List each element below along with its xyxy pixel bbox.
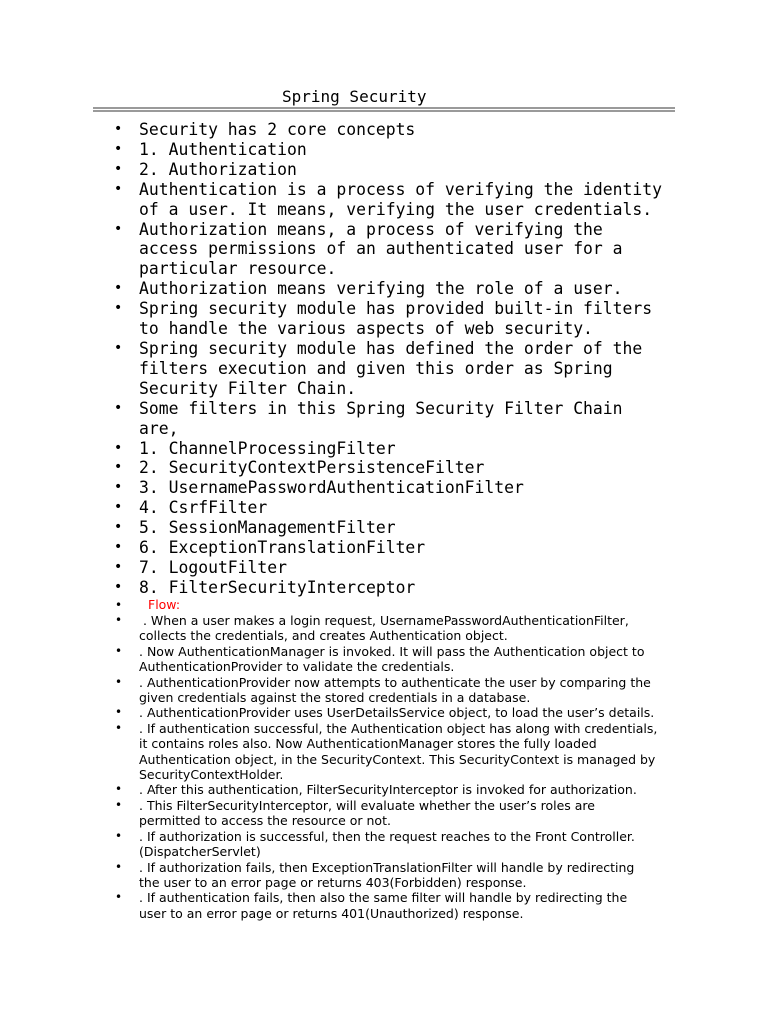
- flow-list: [0, 597, 688, 921]
- core-list-item: [0, 578, 679, 598]
- core-list-item-text: 2. SecurityContextPersistenceFilter: [139, 458, 485, 478]
- core-list-item: [0, 478, 679, 498]
- flow-step: [0, 798, 679, 829]
- flow-step: [0, 860, 679, 891]
- core-list-item: [0, 180, 679, 220]
- core-list-item-text: 7. LogoutFilter: [139, 557, 288, 577]
- core-list-item: [0, 558, 679, 578]
- core-list-item: [0, 339, 679, 399]
- bullet-icon: •: [114, 121, 123, 137]
- core-list-item-text: Spring security module has defined the order of the filters execution and given this order as Spring Security Filter Chain.: [139, 338, 643, 398]
- core-list-item: [0, 538, 679, 558]
- core-list-item-text: 4. CsrfFilter: [139, 498, 268, 518]
- flow-heading: [0, 597, 688, 613]
- bullet-icon: •: [115, 890, 123, 905]
- bullet-icon: •: [114, 339, 123, 356]
- bullet-icon: •: [114, 160, 123, 177]
- flow-step-text: . When a user makes a login request, UsernamePasswordAuthenticationFilter, collects the credentials, and creates Authentication object.: [139, 613, 629, 644]
- flow-step: [0, 675, 679, 706]
- bullet-icon: •: [114, 439, 123, 456]
- core-list-item: [0, 120, 679, 140]
- core-concepts-list: [0, 120, 679, 598]
- core-list-item-text: 5. SessionManagementFilter: [139, 518, 396, 538]
- bullet-icon: •: [115, 643, 123, 658]
- core-list-item: [0, 140, 679, 160]
- bullet-icon: •: [115, 782, 123, 797]
- core-list-item-text: Authentication is a process of verifying the identity of a user. It means, verifying the user credentials.: [139, 179, 663, 219]
- flow-step-text: . If authentication successful, the Authentication object has along with credentials, it contains roles also. Now AuthenticationManager stores the fully loaded Authentication object, in the SecurityContext. This SecurityContext is managed by SecurityContextHolder.: [139, 720, 658, 783]
- flow-step-text: . If authentication fails, then also the same filter will handle by redirecting the user to an error page or returns 401(Unauthorized) response.: [139, 890, 628, 921]
- flow-step-text: . Now AuthenticationManager is invoked. It will pass the Authentication object to AuthenticationProvider to validate the credentials.: [139, 643, 645, 675]
- bullet-icon: •: [114, 220, 123, 237]
- flow-step: [0, 890, 679, 921]
- bullet-icon: •: [115, 598, 123, 612]
- bullet-icon: •: [115, 674, 123, 689]
- bullet-icon: •: [114, 519, 123, 536]
- core-list-item-text: 1. ChannelProcessingFilter: [139, 438, 396, 458]
- bullet-icon: •: [115, 613, 123, 627]
- flow-step-text: . After this authentication, FilterSecurityInterceptor is invoked for authorization.: [139, 782, 637, 798]
- flow-step: [0, 829, 679, 860]
- bullet-icon: •: [115, 828, 123, 843]
- flow-step-text: . AuthenticationProvider now attempts to authenticate the user by comparing the given credentials against the stored credentials in a database.: [139, 674, 651, 706]
- core-list-item-text: 3. UsernamePasswordAuthenticationFilter: [139, 478, 524, 498]
- core-list-item-text: Spring security module has provided built-in filters to handle the various aspects of web security.: [139, 299, 653, 339]
- core-list-item-text: 6. ExceptionTranslationFilter: [139, 538, 426, 558]
- flow-step: [0, 613, 679, 644]
- core-list-item-text: Security has 2 core concepts: [139, 120, 416, 139]
- flow-step: [0, 721, 679, 783]
- flow-step-text: . If authorization is successful, then the request reaches to the Front Controller. (DispatcherServlet): [139, 828, 635, 860]
- bullet-icon: •: [114, 558, 123, 575]
- bullet-icon: •: [115, 797, 123, 812]
- core-list-item: [0, 458, 679, 478]
- flow-step: [0, 782, 679, 797]
- page-title: Spring Security: [282, 87, 427, 106]
- core-list-item-text: 1. Authentication: [139, 139, 307, 159]
- bullet-icon: •: [114, 499, 123, 516]
- bullet-icon: •: [114, 140, 123, 157]
- bullet-icon: •: [115, 859, 123, 874]
- core-list-item-text: Authorization means verifying the role of a user.: [139, 279, 623, 299]
- bullet-icon: •: [115, 705, 123, 720]
- core-list-item: [0, 439, 679, 459]
- title-rule: [93, 107, 675, 112]
- bullet-icon: •: [115, 720, 123, 735]
- core-list-item-text: 2. Authorization: [139, 159, 297, 179]
- core-list-item-text: Some filters in this Spring Security Filter Chain are,: [139, 398, 623, 438]
- flow-step-text: . This FilterSecurityInterceptor, will evaluate whether the user’s roles are permitted to access the resource or not.: [139, 797, 595, 829]
- bullet-icon: •: [114, 280, 123, 297]
- bullet-icon: •: [114, 180, 123, 197]
- core-list-item: [0, 279, 679, 299]
- flow-step-text: . AuthenticationProvider uses UserDetailsService object, to load the user’s details.: [139, 705, 655, 721]
- core-list-item: [0, 160, 679, 180]
- core-list-item: [0, 220, 679, 280]
- bullet-icon: •: [114, 399, 123, 416]
- core-list-item: [0, 518, 679, 538]
- core-list-item-text: Authorization means, a process of verifying the access permissions of an authenticated user for a particular resource.: [139, 219, 623, 279]
- bullet-icon: •: [114, 539, 123, 556]
- core-list-item-text: 8. FilterSecurityInterceptor: [139, 577, 416, 597]
- bullet-icon: •: [114, 300, 123, 317]
- flow-step: [0, 644, 679, 675]
- core-list-item: [0, 299, 679, 339]
- core-list-item: [0, 498, 679, 518]
- flow-heading-text: Flow:: [148, 597, 181, 612]
- flow-step-text: . If authorization fails, then ExceptionTranslationFilter will handle by redirecting the user to an error page or returns 403(Forbidden) response.: [139, 859, 635, 890]
- flow-step: [0, 705, 679, 720]
- bullet-icon: •: [114, 479, 123, 496]
- bullet-icon: •: [114, 578, 123, 595]
- bullet-icon: •: [114, 459, 123, 476]
- core-list-item: [0, 399, 679, 439]
